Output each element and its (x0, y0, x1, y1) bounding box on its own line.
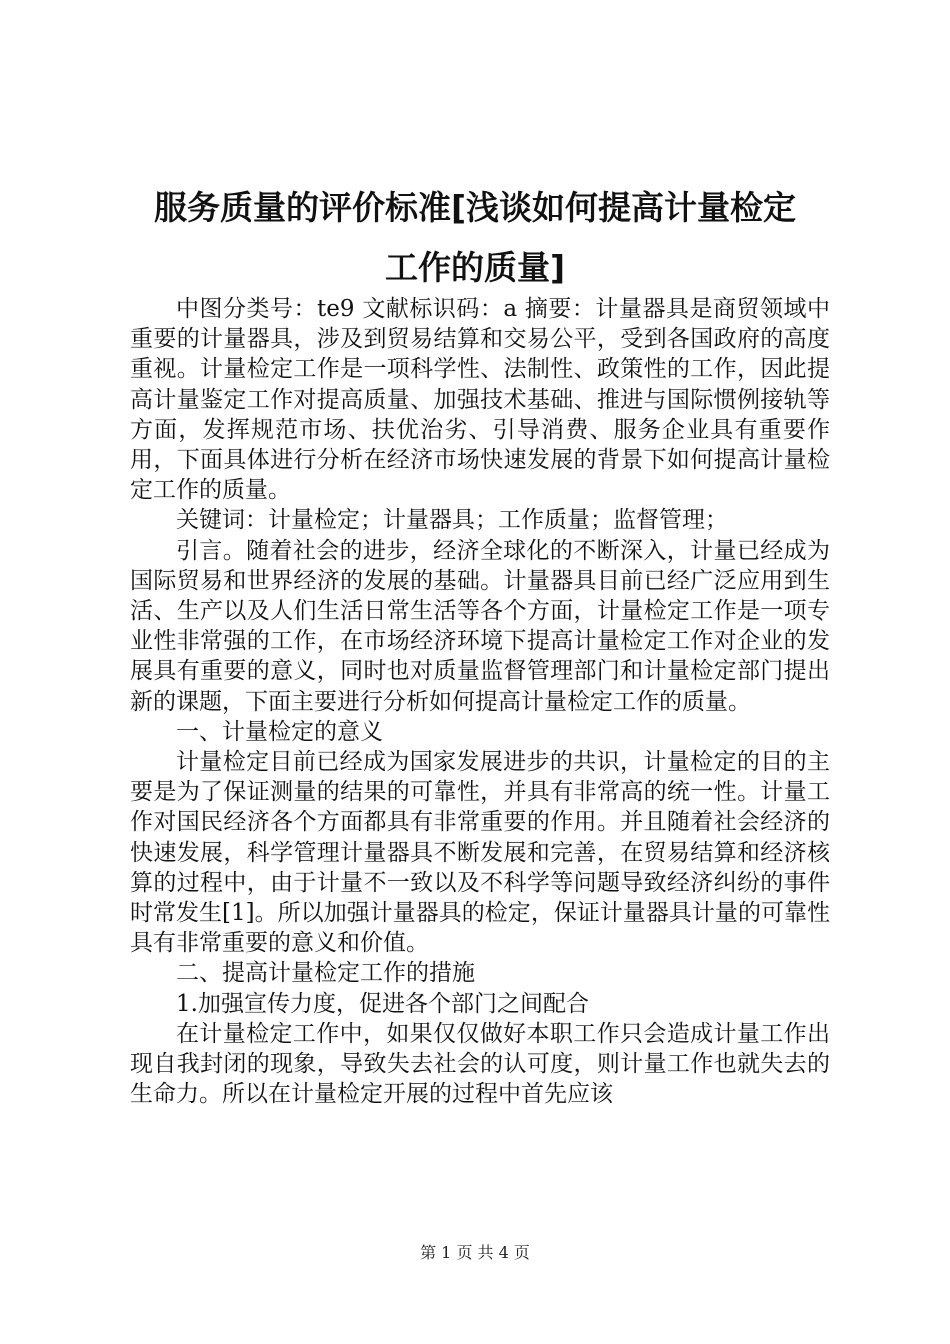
section-heading-1: 一、计量检定的意义 (176, 718, 383, 745)
keywords-paragraph: 关键词：计量检定；计量器具；工作质量；监督管理； (176, 507, 728, 534)
introduction-paragraph: 引言。随着社会的进步，经济全球化的不断深入，计量已经成为国际贸易和世界经济的发展的基础。计量器具目前已经广泛应用到生活、生产以及人们生活日常生活等各个方面，计量检定工作是一项专业性非常强的工作，在市场经济环境下提高计量检定工作对企业的发展具有重要的意义，同时也对质量监督管理部门和计量检定部门提出新的课题，下面主要进行分析如何提高计量检定工作的质量。 (130, 537, 830, 715)
section-heading-2: 二、提高计量检定工作的措施 (176, 960, 475, 987)
subsection-heading-1: 1.加强宣传力度，促进各个部门之间配合 (176, 990, 589, 1017)
title-line-2: 工作的质量] (384, 248, 566, 287)
document-title (100, 178, 850, 298)
abstract-paragraph: 中图分类号：te9 文献标识码：a 摘要：计量器具是商贸领域中重要的计量器具，涉及到贸易结算和交易公平，受到各国政府的高度重视。计量检定工作是一项科学性、法制性、政策性的工作，因此提高计量鉴定工作对提高质量、加强技术基础、推进与国际惯例接轨等方面，发挥规范市场、扶优治劣、引导消费、服务企业具有重要作用，下面具体进行分析在经济市场快速发展的背景下如何提高计量检定工作的质量。 (130, 296, 830, 504)
subsection-1-paragraph: 在计量检定工作中，如果仅仅做好本职工作只会造成计量工作出现自我封闭的现象，导致失去社会的认可度，则计量工作也就失去的生命力。所以在计量检定开展的过程中首先应该 (130, 1020, 830, 1108)
section-1-paragraph: 计量检定目前已经成为国家发展进步的共识，计量检定的目的主要是为了保证测量的结果的可靠性，并具有非常高的统一性。计量工作对国民经济各个方面都具有非常重要的作用。并且随着社会经济的快速发展，科学管理计量器具不断发展和完善，在贸易结算和经济核算的过程中，由于计量不一致以及不科学等问题导致经济纠纷的事件时常发生[1]。所以加强计量器具的检定，保证计量器具计量的可靠性具有非常重要的意义和价值。 (130, 749, 830, 957)
document-body (130, 294, 830, 1109)
title-line-1: 服务质量的评价标准[浅谈如何提高计量检定 (153, 188, 797, 227)
page-footer: 第 1 页 共 4 页 (420, 1243, 530, 1262)
